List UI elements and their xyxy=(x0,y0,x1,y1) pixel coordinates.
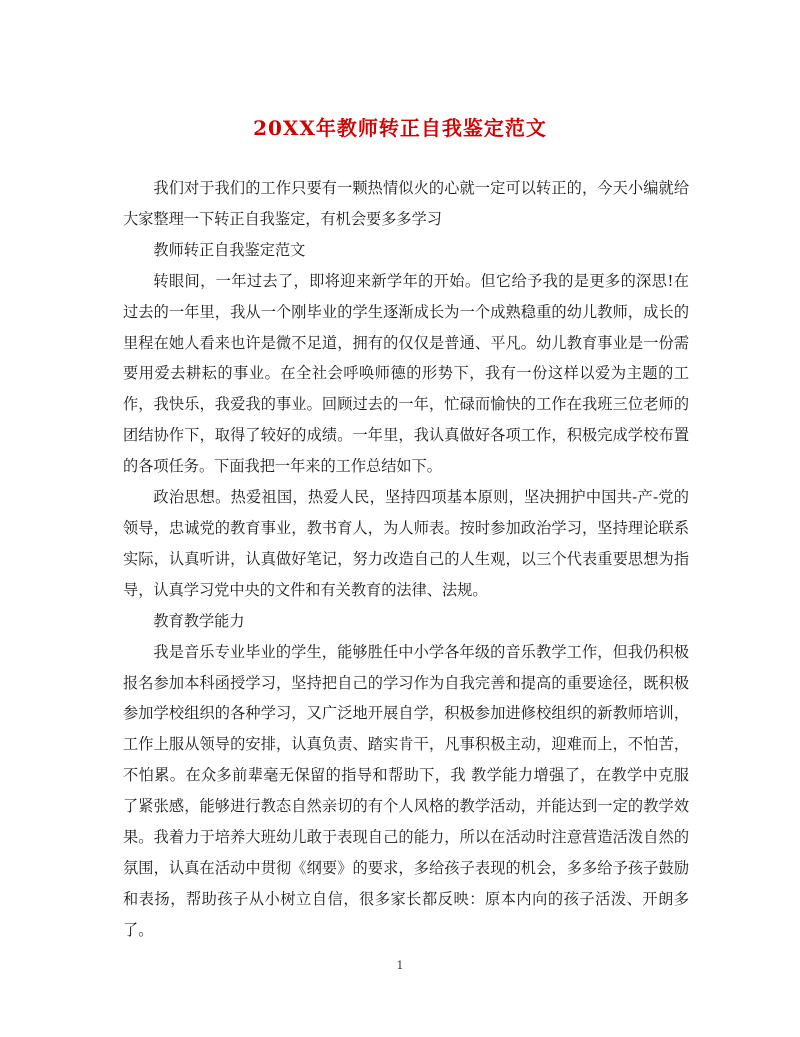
page-number: 1 xyxy=(396,959,404,972)
section-subtitle: 教师转正自我鉴定范文 xyxy=(153,240,306,259)
intro-paragraph: 我们对于我们的工作只要有一颗热情似火的心就一定可以转正的，今天小编就给大家整理一下转正自我鉴定，有机会要多多学习 xyxy=(123,179,689,228)
body-paragraph-1: 转眼间，一年过去了，即将迎来新学年的开始。但它给予我的是更多的深思!在过去的一年里，我从一个刚毕业的学生逐渐成长为一个成熟稳重的幼儿教师，成长的里程在她人看来也许是微不足道，拥有的仅仅是普通、平凡。幼儿教育事业是一份需要用爱去耕耘的事业。在全社会呼唤师德的形势下，我有一份这样以爱为主题的工作，我快乐，我爱我的事业。回顾过去的一年，忙碌而愉快的工作在我班三位老师的团结协作下，取得了较好的成绩。一年里，我认真做好各项工作，积极完成学校布置的各项任务。下面我把一年来的工作总结如下。 xyxy=(123,271,689,476)
document-title: 20XX年教师转正自我鉴定范文 xyxy=(253,116,547,140)
document-body xyxy=(123,173,689,946)
section-heading-2: 教育教学能力 xyxy=(153,611,245,630)
body-paragraph-2: 政治思想。热爱祖国，热爱人民，坚持四项基本原则，坚决拥护中国共-产-党的领导，忠诚党的教育事业，教书育人，为人师表。按时参加政治学习，坚持理论联系实际，认真听讲，认真做好笔记，努力改造自己的人生观，以三个代表重要思想为指导，认真学习党中央的文件和有关教育的法律、法规。 xyxy=(123,488,689,599)
body-paragraph-3: 我是音乐专业毕业的学生，能够胜任中小学各年级的音乐教学工作，但我仍积极报名参加本科函授学习，坚持把自己的学习作为自我完善和提高的重要途径，既积极参加学校组织的各种学习，又广泛地开展自学，积极参加进修校组织的新教师培训，工作上服从领导的安排，认真负责、踏实肯干，凡事积极主动，迎难而上，不怕苦，不怕累。在众多前辈毫无保留的指导和帮助下，我 教学能力增强了，在教学中克服了紧张感，能够进行教态自然亲切的有个人风格的教学活动，并能达到一定的教学效果。我着力于培养大班幼儿敢于表现自己的能力，所以在活动时注意营造活泼自然的氛围，认真在活动中贯彻《纲要》的要求，多给孩子表现的机会，多多给予孩子鼓励和表扬，帮助孩子从小树立自信，很多家长都反映：原本内向的孩子活泼、开朗多了。 xyxy=(123,642,689,939)
